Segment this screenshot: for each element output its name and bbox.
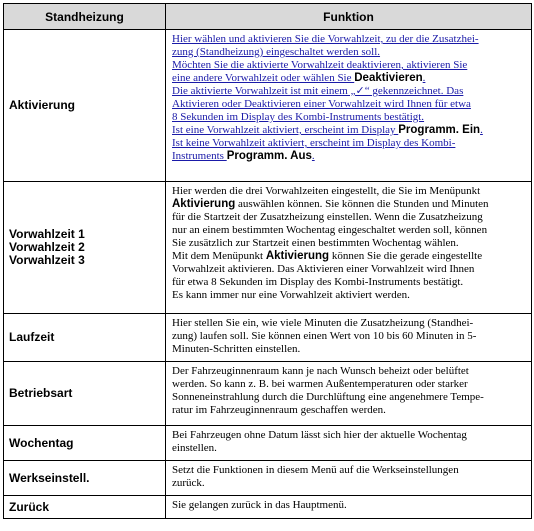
menu-term: Aktivierung	[265, 250, 330, 262]
function-text-line	[172, 289, 526, 302]
function-text: Vorwahlzeit aktivieren. Das Aktivieren einer Vorwahlzeit wird Ihnen	[172, 263, 475, 275]
function-text-line	[172, 111, 526, 124]
function-text: eine andere Vorwahlzeit oder wählen Sie	[172, 72, 355, 84]
menu-term: Programm. Ein	[398, 124, 481, 136]
function-text: können Sie die gerade eingestellte	[329, 250, 483, 262]
function-text: Sonneneinstrahlung durch die Durchlüftung eine angenehmere Tempe-	[172, 391, 484, 403]
function-text-line	[172, 85, 526, 98]
row-label: Wochentag	[9, 435, 74, 450]
function-text: für etwa 8 Sekunden im Display des Kombi-Instruments bestätigt.	[172, 276, 464, 288]
function-text-line	[172, 237, 526, 250]
function-text-line	[172, 378, 526, 391]
row-label: Vorwahlzeit 1	[9, 227, 85, 241]
function-text-line	[172, 250, 526, 263]
function-text: Instruments	[172, 150, 227, 162]
row-label: Laufzeit	[9, 330, 55, 344]
row-label-cell	[4, 30, 166, 182]
function-text: Ist eine Vorwahlzeit aktiviert, erscheint im Display	[172, 124, 399, 136]
function-text: Sie zusätzlich zur Startzeit einen bestimmten Wochentag wählen.	[172, 237, 459, 249]
table-row	[4, 496, 532, 519]
function-text-line	[172, 150, 526, 163]
function-cell	[166, 496, 532, 519]
row-label-cell	[4, 496, 166, 519]
function-text-line	[172, 343, 526, 356]
row-label: Werkseinstell.	[9, 470, 90, 485]
standheizung-table	[3, 3, 532, 519]
function-text-line	[172, 317, 526, 330]
table-row	[4, 182, 532, 314]
function-text-line	[172, 263, 526, 276]
header-standheizung: Standheizung	[4, 4, 166, 30]
function-text: nur an einem bestimmten Wochentag eingeschaltet werden soll, können	[172, 224, 488, 236]
function-text-line	[172, 365, 526, 378]
function-text: .	[311, 150, 315, 162]
table-row	[4, 461, 532, 496]
menu-term: Deaktivieren	[354, 72, 423, 84]
function-text: 8 Sekunden im Display des Kombi-Instruments bestätigt.	[172, 111, 425, 123]
row-label: Betriebsart	[9, 386, 73, 400]
function-text: Mit dem Menüpunkt	[172, 250, 266, 262]
row-label: Aktivierung	[9, 98, 76, 112]
function-text-line	[172, 429, 526, 442]
function-text-line	[172, 124, 526, 137]
document-table-wrapper	[3, 3, 531, 527]
function-cell	[166, 461, 532, 496]
row-label-cell	[4, 426, 166, 461]
function-text-line	[172, 46, 526, 59]
function-text: zung) laufen soll. Sie können einen Wert von 10 bis 60 Minuten in 5-	[172, 330, 477, 342]
function-text: auswählen können. Sie können die Stunden und Minuten	[235, 198, 489, 210]
row-label-cell	[4, 314, 166, 362]
row-label: Vorwahlzeit 3	[9, 253, 85, 267]
function-text-line	[172, 391, 526, 404]
function-text-line	[172, 185, 526, 198]
row-label: Zurück	[9, 499, 50, 514]
function-text-line	[172, 198, 526, 211]
function-text-line	[172, 33, 526, 46]
table-row	[4, 314, 532, 362]
table-header-row	[4, 4, 532, 30]
row-label: Vorwahlzeit 2	[9, 240, 85, 254]
function-cell	[166, 314, 532, 362]
function-text: Hier stellen Sie ein, wie viele Minuten die Zusatzheizung (Standhei-	[172, 317, 474, 329]
function-text-line	[172, 211, 526, 224]
function-text: zung (Standheizung) eingeschaltet werden soll.	[172, 46, 381, 58]
menu-term: Aktivierung	[172, 198, 236, 210]
function-text: Hier wählen und aktivieren Sie die Vorwahlzeit, zu der die Zusatzhei-	[172, 33, 479, 45]
function-text: Bei Fahrzeugen ohne Datum lässt sich hier der aktuelle Wochentag	[172, 429, 467, 441]
function-text: .	[480, 124, 483, 136]
function-text-line	[172, 72, 526, 85]
function-text-line	[172, 499, 526, 512]
function-text: Ist keine Vorwahlzeit aktiviert, erscheint im Display des Kombi-	[172, 137, 456, 149]
function-text-line	[172, 477, 526, 490]
row-label-cell	[4, 461, 166, 496]
function-text: Minuten-Schritten einstellen.	[172, 343, 301, 355]
function-text: Der Fahrzeuginnenraum kann je nach Wunsch beheizt oder belüftet	[172, 365, 469, 377]
function-text: einstellen.	[172, 442, 217, 454]
table-row	[4, 362, 532, 426]
function-text: Setzt die Funktionen in diesem Menü auf die Werkseinstellungen	[172, 464, 459, 476]
function-cell	[166, 30, 532, 182]
function-text: Hier werden die drei Vorwahlzeiten eingestellt, die Sie im Menüpunkt	[172, 185, 481, 197]
function-cell	[166, 362, 532, 426]
function-text: für die Startzeit der Zusatzheizung einstellen. Wenn die Zusatzheizung	[172, 211, 483, 223]
function-text: werden. So kann z. B. bei warmen Außentemperaturen oder starker	[172, 378, 468, 390]
row-label-cell	[4, 182, 166, 314]
function-text: Aktivieren oder Deaktivieren einer Vorwahlzeit wird Ihnen für etwa	[172, 98, 471, 110]
function-cell	[166, 426, 532, 461]
function-text-line	[172, 464, 526, 477]
header-funktion: Funktion	[166, 4, 532, 30]
function-text: Sie gelangen zurück in das Hauptmenü.	[172, 499, 347, 511]
function-text-line	[172, 276, 526, 289]
function-text: zurück.	[172, 477, 205, 489]
function-text-line	[172, 98, 526, 111]
function-text-line	[172, 442, 526, 455]
function-text-line	[172, 224, 526, 237]
function-text-line	[172, 330, 526, 343]
table-row	[4, 426, 532, 461]
row-label-cell	[4, 362, 166, 426]
table-row	[4, 30, 532, 182]
function-text: Die aktivierte Vorwahlzeit ist mit einem „✓“ gekennzeichnet. Das	[172, 85, 464, 97]
menu-term: Programm. Aus	[226, 150, 312, 162]
function-text: Es kann immer nur eine Vorwahlzeit aktiviert werden.	[172, 289, 410, 301]
function-text-line	[172, 137, 526, 150]
function-text-line	[172, 59, 526, 72]
function-text: Möchten Sie die aktivierte Vorwahlzeit deaktivieren, aktivieren Sie	[172, 59, 468, 71]
function-text: ratur im Fahrzeuginnenraum geschaffen werden.	[172, 404, 386, 416]
function-text-line	[172, 404, 526, 417]
function-text: .	[422, 72, 426, 84]
function-cell	[166, 182, 532, 314]
